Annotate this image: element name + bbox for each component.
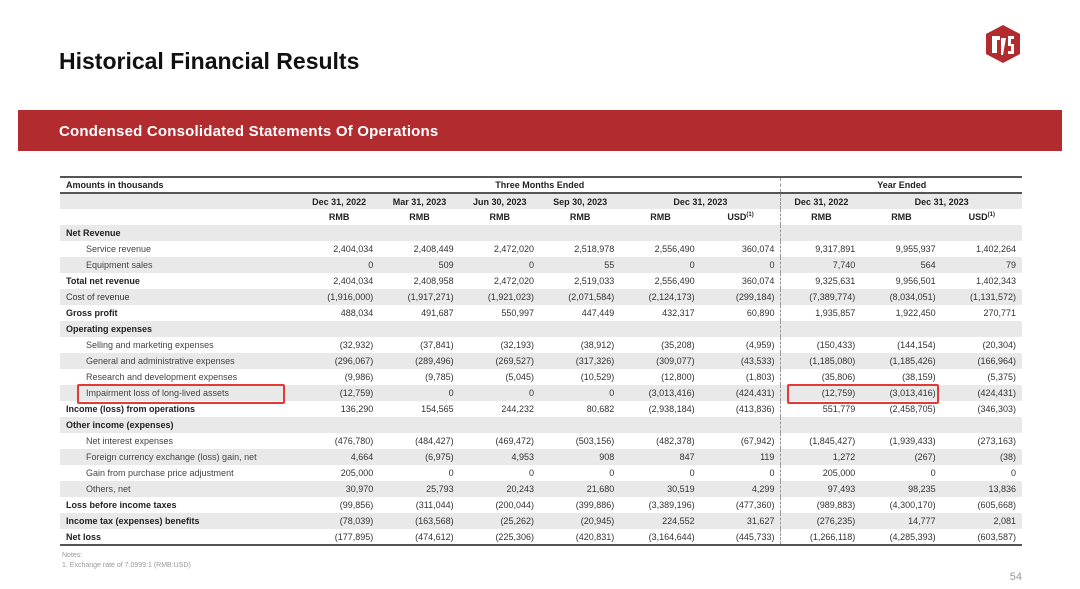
value-cell: 55 <box>540 257 620 273</box>
column-date: Sep 30, 2023 <box>540 193 620 209</box>
table-row <box>60 529 1022 545</box>
value-cell: 79 <box>942 257 1022 273</box>
value-cell: (9,785) <box>425 372 454 382</box>
value-cell: 9,956,501 <box>895 276 936 286</box>
notes-heading: Notes: <box>62 552 83 559</box>
value-cell <box>620 321 700 337</box>
gds-logo <box>985 24 1021 64</box>
value-cell: (25,262) <box>460 513 540 529</box>
value-cell: (2,124,173) <box>620 289 700 305</box>
footnote-mark: (1) <box>987 212 995 218</box>
value-cell <box>379 225 459 241</box>
value-cell: (200,044) <box>495 500 534 510</box>
value-cell: (346,303) <box>977 404 1016 414</box>
value-cell <box>299 225 379 241</box>
row-label: Gain from purchase price adjustment <box>86 468 234 478</box>
value-cell: 0 <box>609 468 615 478</box>
value-cell: (469,472) <box>495 436 534 446</box>
value-cell: (289,496) <box>379 353 459 369</box>
row-label: Selling and marketing expenses <box>86 340 214 350</box>
table-row <box>60 273 1022 289</box>
value-cell: 2,081 <box>942 513 1022 529</box>
value-cell: (32,932) <box>339 340 374 350</box>
value-cell: 25,793 <box>379 481 459 497</box>
value-cell: 9,955,937 <box>895 244 936 254</box>
value-cell: 0 <box>620 257 700 273</box>
value-cell: 491,687 <box>421 308 454 318</box>
table-row <box>60 225 1022 241</box>
value-cell: 432,317 <box>662 308 695 318</box>
row-label: Service revenue <box>86 244 152 254</box>
value-cell: 0 <box>540 385 620 401</box>
currency-label: RMB <box>409 212 430 222</box>
value-cell: (605,668) <box>977 500 1016 510</box>
value-cell: (4,285,393) <box>861 529 941 545</box>
table-row <box>60 353 1022 369</box>
value-cell: (43,533) <box>701 353 781 369</box>
value-cell <box>781 417 861 433</box>
value-cell: 447,449 <box>581 308 615 318</box>
value-cell: 4,664 <box>299 449 379 465</box>
row-label: Net interest expenses <box>86 436 174 446</box>
currency-label: RMB <box>891 212 912 222</box>
highlight-box-impairment-year <box>787 384 939 404</box>
value-cell: (296,067) <box>299 353 379 369</box>
value-cell: (1,845,427) <box>809 436 856 446</box>
value-cell: (1,803) <box>701 369 781 385</box>
value-cell: 119 <box>701 449 781 465</box>
column-currency <box>861 209 941 225</box>
value-cell <box>942 321 1022 337</box>
value-cell: 205,000 <box>340 468 374 478</box>
value-cell: (6,975) <box>379 449 459 465</box>
value-cell: 551,779 <box>822 404 856 414</box>
value-cell <box>540 417 620 433</box>
table-row <box>60 257 1022 273</box>
value-cell: (989,883) <box>816 500 856 510</box>
value-cell: 60,890 <box>701 305 781 321</box>
value-cell: 564 <box>861 257 941 273</box>
value-cell: 31,627 <box>701 513 781 529</box>
value-cell: (311,044) <box>415 500 454 510</box>
row-label: Equipment sales <box>60 257 299 273</box>
value-cell: (5,045) <box>505 372 534 382</box>
highlight-box-impairment-label <box>77 384 285 404</box>
value-cell: (10,529) <box>580 372 615 382</box>
currency-label: RMB <box>650 212 671 222</box>
value-cell: (3,164,644) <box>620 529 700 545</box>
value-cell <box>861 321 941 337</box>
table-row <box>60 289 1022 305</box>
value-cell: (399,886) <box>575 500 615 510</box>
value-cell: (276,235) <box>781 513 861 529</box>
value-cell <box>540 321 620 337</box>
value-cell: (476,780) <box>334 436 374 446</box>
row-label: Loss before income taxes <box>66 500 177 510</box>
value-cell: (99,856) <box>339 500 374 510</box>
row-label: Others, net <box>60 481 299 497</box>
value-cell: 136,290 <box>340 404 374 414</box>
value-cell <box>701 321 781 337</box>
group-year-ended: Year Ended <box>781 177 1022 193</box>
column-date: Jun 30, 2023 <box>460 193 540 209</box>
currency-label: USD <box>727 212 747 222</box>
value-cell: 1,935,857 <box>815 308 856 318</box>
statements-of-operations-table <box>60 176 1022 546</box>
value-cell: (445,733) <box>701 529 781 545</box>
value-cell: 244,232 <box>501 404 534 414</box>
column-date: Dec 31, 2022 <box>299 193 379 209</box>
value-cell: (503,156) <box>575 436 615 446</box>
value-cell: 2,518,978 <box>574 244 615 254</box>
value-cell: (32,193) <box>500 340 534 350</box>
value-cell: (424,431) <box>701 385 781 401</box>
value-cell: (35,806) <box>821 372 856 382</box>
value-cell: (3,013,416) <box>861 385 941 401</box>
row-label: General and administrative expenses <box>60 353 299 369</box>
column-currency <box>299 209 379 225</box>
value-cell: (424,431) <box>942 385 1022 401</box>
value-cell: 9,325,631 <box>815 276 856 286</box>
value-cell: 360,074 <box>701 273 781 289</box>
value-cell: (9,986) <box>344 372 374 382</box>
value-cell: (4,959) <box>701 337 781 353</box>
table-row <box>60 417 1022 433</box>
value-cell: 14,777 <box>861 513 941 529</box>
row-label: Net Revenue <box>60 225 299 241</box>
value-cell: (5,375) <box>987 372 1016 382</box>
row-label: Operating expenses <box>60 321 299 337</box>
value-cell: (20,945) <box>540 513 620 529</box>
value-cell <box>701 417 781 433</box>
table-row <box>60 305 1022 321</box>
value-cell: (4,300,170) <box>889 500 936 510</box>
value-cell: 1,402,343 <box>975 276 1016 286</box>
currency-label: RMB <box>328 212 350 222</box>
value-cell: 1,922,450 <box>895 308 936 318</box>
row-label: Net loss <box>60 529 299 545</box>
table-row <box>60 433 1022 449</box>
value-cell: (413,836) <box>701 401 781 417</box>
value-cell <box>299 321 379 337</box>
value-cell: (2,938,184) <box>648 404 695 414</box>
currency-label: RMB <box>489 212 511 222</box>
row-label: Foreign currency exchange (loss) gain, net <box>60 449 299 465</box>
page-title: Historical Financial Results <box>59 48 360 74</box>
value-cell <box>781 321 861 337</box>
value-cell: 0 <box>379 385 459 401</box>
value-cell <box>460 321 540 337</box>
value-cell: (166,964) <box>942 353 1022 369</box>
value-cell: 360,074 <box>701 241 781 257</box>
value-cell: 0 <box>701 465 781 481</box>
row-label: Research and development expenses <box>86 372 238 382</box>
value-cell: (3,013,416) <box>620 385 700 401</box>
value-cell: (37,841) <box>420 340 454 350</box>
column-currency <box>701 209 781 225</box>
blank-cell <box>60 209 299 225</box>
value-cell: (2,458,705) <box>889 404 936 414</box>
value-cell <box>861 417 941 433</box>
column-currency <box>942 209 1022 225</box>
value-cell: 0 <box>1010 468 1016 478</box>
row-label: Income (loss) from operations <box>66 404 196 414</box>
value-cell: 30,970 <box>299 481 379 497</box>
value-cell <box>460 417 540 433</box>
column-currency <box>781 209 861 225</box>
value-cell: 0 <box>528 468 534 478</box>
table-row <box>60 465 1022 481</box>
value-cell: 488,034 <box>340 308 374 318</box>
note-item: 1. Exchange rate of 7.0999:1 (RMB:USD) <box>62 562 191 569</box>
value-cell: 2,408,958 <box>413 276 454 286</box>
value-cell: 2,556,490 <box>654 244 695 254</box>
table-row <box>60 481 1022 497</box>
value-cell: (163,568) <box>379 513 459 529</box>
value-cell: 205,000 <box>822 468 856 478</box>
row-label: Other income (expenses) <box>60 417 299 433</box>
value-cell: 1,272 <box>781 449 861 465</box>
value-cell: (38,912) <box>580 340 615 350</box>
banner-title: Condensed Consolidated Statements Of Operations <box>59 123 439 140</box>
value-cell <box>861 225 941 241</box>
value-cell: 2,404,034 <box>333 276 374 286</box>
value-cell: 0 <box>299 257 379 273</box>
value-cell: 2,408,449 <box>413 244 454 254</box>
column-currency <box>460 209 540 225</box>
value-cell <box>379 321 459 337</box>
value-cell: 13,836 <box>942 481 1022 497</box>
column-date: Dec 31, 2023 <box>620 193 781 209</box>
value-cell: (1,185,080) <box>781 353 861 369</box>
footnote-mark: (1) <box>746 212 754 218</box>
value-cell: (1,131,572) <box>942 289 1022 305</box>
value-cell: 4,953 <box>460 449 540 465</box>
value-cell: (477,360) <box>701 497 781 513</box>
value-cell: 509 <box>379 257 459 273</box>
value-cell: (1,921,023) <box>460 289 540 305</box>
value-cell: 1,402,264 <box>975 244 1016 254</box>
group-three-months: Three Months Ended <box>299 177 781 193</box>
value-cell: 270,771 <box>983 308 1016 318</box>
value-cell: 2,472,020 <box>493 276 534 286</box>
value-cell: (2,071,584) <box>540 289 620 305</box>
column-currency <box>620 209 700 225</box>
value-cell: (603,587) <box>942 529 1022 545</box>
value-cell <box>460 225 540 241</box>
value-cell: (12,759) <box>299 385 379 401</box>
value-cell: (3,389,196) <box>648 500 695 510</box>
blank-cell <box>60 193 299 209</box>
section-banner <box>18 110 1062 151</box>
value-cell <box>379 417 459 433</box>
row-label: Cost of revenue <box>60 289 299 305</box>
value-cell <box>701 225 781 241</box>
value-cell: (484,427) <box>415 436 454 446</box>
value-cell <box>299 417 379 433</box>
value-cell: 2,519,033 <box>574 276 615 286</box>
value-cell: 847 <box>620 449 700 465</box>
column-currency <box>540 209 620 225</box>
table-row <box>60 321 1022 337</box>
value-cell: 98,235 <box>861 481 941 497</box>
page-number: 54 <box>1009 571 1022 583</box>
value-cell <box>781 225 861 241</box>
value-cell: 7,740 <box>781 257 861 273</box>
value-cell: 0 <box>460 385 540 401</box>
value-cell: (299,184) <box>701 289 781 305</box>
column-date: Mar 31, 2023 <box>379 193 459 209</box>
value-cell: 0 <box>448 468 454 478</box>
value-cell: 21,680 <box>540 481 620 497</box>
value-cell: 20,243 <box>460 481 540 497</box>
value-cell: 80,682 <box>586 404 615 414</box>
value-cell: (35,208) <box>661 340 695 350</box>
value-cell: 908 <box>540 449 620 465</box>
value-cell: (38) <box>942 449 1022 465</box>
value-cell: (1,917,271) <box>379 289 459 305</box>
value-cell: 9,317,891 <box>815 244 856 254</box>
column-date: Dec 31, 2022 <box>781 193 861 209</box>
value-cell: (269,527) <box>460 353 540 369</box>
value-cell: (267) <box>861 449 941 465</box>
value-cell: 0 <box>701 257 781 273</box>
value-cell: 30,519 <box>620 481 700 497</box>
value-cell: 224,552 <box>620 513 700 529</box>
value-cell: (38,159) <box>902 372 936 382</box>
column-date: Dec 31, 2023 <box>861 193 1022 209</box>
value-cell: 2,404,034 <box>333 244 374 254</box>
value-cell: (7,389,774) <box>781 289 861 305</box>
table-row <box>60 369 1022 385</box>
value-cell: (12,759) <box>781 385 861 401</box>
table-row <box>60 449 1022 465</box>
value-cell: 0 <box>460 257 540 273</box>
value-cell <box>620 225 700 241</box>
value-cell: (67,942) <box>701 433 781 449</box>
value-cell: (150,433) <box>816 340 856 350</box>
value-cell: (474,612) <box>379 529 459 545</box>
value-cell: 0 <box>930 468 936 478</box>
value-cell: (78,039) <box>299 513 379 529</box>
table-row <box>60 337 1022 353</box>
unit-label: Amounts in thousands <box>60 177 299 193</box>
row-label: Total net revenue <box>66 276 140 286</box>
value-cell <box>942 417 1022 433</box>
value-cell: (225,306) <box>460 529 540 545</box>
value-cell <box>620 417 700 433</box>
row-label: Gross profit <box>66 308 118 318</box>
value-cell: (8,034,051) <box>861 289 941 305</box>
table-row <box>60 513 1022 529</box>
value-cell: (420,831) <box>540 529 620 545</box>
table-row <box>60 241 1022 257</box>
column-currency <box>379 209 459 225</box>
value-cell: 2,472,020 <box>493 244 534 254</box>
value-cell: (482,378) <box>656 436 695 446</box>
value-cell: 4,299 <box>701 481 781 497</box>
value-cell <box>942 225 1022 241</box>
value-cell: 0 <box>689 468 695 478</box>
value-cell: (20,304) <box>982 340 1016 350</box>
value-cell: 154,565 <box>421 404 454 414</box>
currency-label: RMB <box>569 212 591 222</box>
row-label: Impairment loss of long-lived assets <box>60 385 299 401</box>
currency-label: USD <box>968 212 988 222</box>
value-cell: (1,939,433) <box>889 436 936 446</box>
value-cell: (12,800) <box>661 372 695 382</box>
row-label: Income tax (expenses) benefits <box>60 513 299 529</box>
value-cell: 97,493 <box>781 481 861 497</box>
notes <box>62 551 191 571</box>
value-cell: (273,163) <box>977 436 1016 446</box>
value-cell: (1,185,426) <box>861 353 941 369</box>
value-cell: (1,266,118) <box>781 529 861 545</box>
value-cell: (144,154) <box>897 340 936 350</box>
value-cell: (177,895) <box>299 529 379 545</box>
value-cell <box>540 225 620 241</box>
value-cell: (317,326) <box>540 353 620 369</box>
value-cell: 550,997 <box>501 308 534 318</box>
value-cell: (1,916,000) <box>299 289 379 305</box>
value-cell: 2,556,490 <box>654 276 695 286</box>
currency-label: RMB <box>811 212 832 222</box>
value-cell: (309,077) <box>620 353 700 369</box>
table-row <box>60 497 1022 513</box>
